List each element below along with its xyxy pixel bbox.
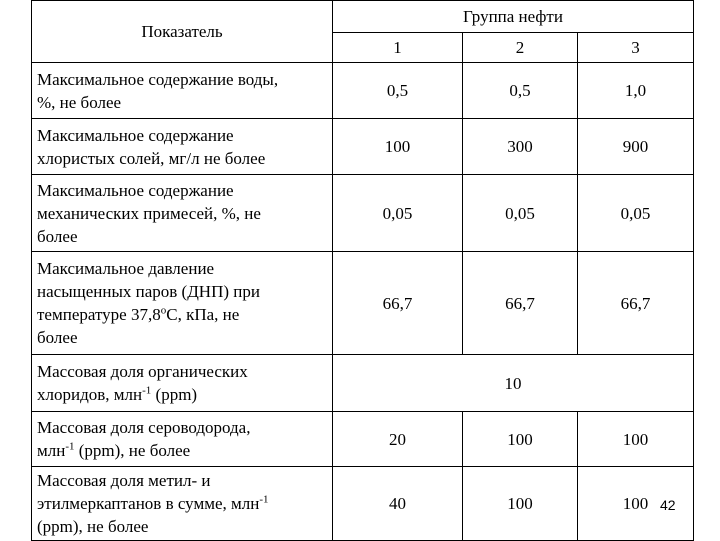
cell-value: 66,7 — [463, 252, 578, 355]
label-line: Массовая доля сероводорода, — [37, 418, 251, 437]
label-line: Массовая доля метил- и — [37, 471, 211, 490]
group-3-header: 3 — [578, 33, 694, 63]
cell-value: 0,5 — [333, 63, 463, 119]
row-label — [32, 355, 333, 412]
row-label — [32, 119, 333, 175]
label-line: (ppm) — [151, 385, 198, 404]
group-2-header: 2 — [463, 33, 578, 63]
cell-value: 0,05 — [578, 175, 694, 252]
label-line: (ppm), не более — [37, 517, 149, 536]
label-line: более — [37, 328, 78, 347]
cell-value: 900 — [578, 119, 694, 175]
cell-value: 100 — [463, 467, 578, 541]
label-line: температуре 37,8 — [37, 305, 161, 324]
exponent-superscript: -1 — [259, 493, 269, 506]
cell-value: 100 — [463, 412, 578, 467]
cell-value: 40 — [333, 467, 463, 541]
exponent-superscript: -1 — [65, 440, 75, 453]
header-indicator: Показатель — [32, 1, 333, 63]
row-label — [32, 412, 333, 467]
cell-value: 20 — [333, 412, 463, 467]
cell-value: 1,0 — [578, 63, 694, 119]
merged-cell-value: 10 — [333, 355, 694, 412]
cell-value: 100 — [578, 467, 694, 541]
slide-number: 42 — [660, 497, 676, 513]
oil-group-requirements-table — [31, 0, 694, 541]
label-line: Максимальное давление — [37, 259, 215, 278]
cell-value: 300 — [463, 119, 578, 175]
cell-value: 66,7 — [578, 252, 694, 355]
table-row — [32, 63, 694, 119]
label-line: насыщенных паров (ДНП) при — [37, 282, 260, 301]
exponent-superscript: -1 — [142, 384, 152, 397]
label-line: Максимальное содержание — [37, 125, 234, 145]
label-line: более — [37, 226, 78, 246]
label-line: С, кПа, не — [166, 305, 240, 324]
label-line: млн — [37, 441, 66, 460]
label-line: Максимальное содержание — [37, 180, 234, 200]
row-label — [32, 63, 333, 119]
label-line: (ppm), не более — [74, 441, 191, 460]
label-line: хлористых солей, мг/л не более — [37, 148, 266, 168]
label-line: этилмеркаптанов в сумме, млн — [37, 494, 260, 513]
table-row — [32, 119, 694, 175]
table-row — [32, 467, 694, 541]
group-1-header: 1 — [333, 33, 463, 63]
label-line: механических примесей, %, не — [37, 203, 261, 223]
row-label — [32, 467, 333, 541]
table-row — [32, 412, 694, 467]
label-line: Максимальное содержание воды, — [37, 69, 279, 89]
label-line: хлоридов, млн — [37, 385, 143, 404]
cell-value: 100 — [333, 119, 463, 175]
header-oil-group: Группа нефти — [333, 1, 694, 33]
table-row — [32, 175, 694, 252]
row-label — [32, 175, 333, 252]
label-line: Массовая доля органических — [37, 362, 248, 381]
label-line: %, не более — [37, 92, 122, 112]
degree-superscript: о — [160, 304, 167, 317]
cell-value: 100 — [578, 412, 694, 467]
table-row — [32, 252, 694, 355]
table-row — [32, 355, 694, 412]
row-label — [32, 252, 333, 355]
cell-value: 0,05 — [333, 175, 463, 252]
cell-value: 0,05 — [463, 175, 578, 252]
cell-value: 66,7 — [333, 252, 463, 355]
cell-value: 0,5 — [463, 63, 578, 119]
